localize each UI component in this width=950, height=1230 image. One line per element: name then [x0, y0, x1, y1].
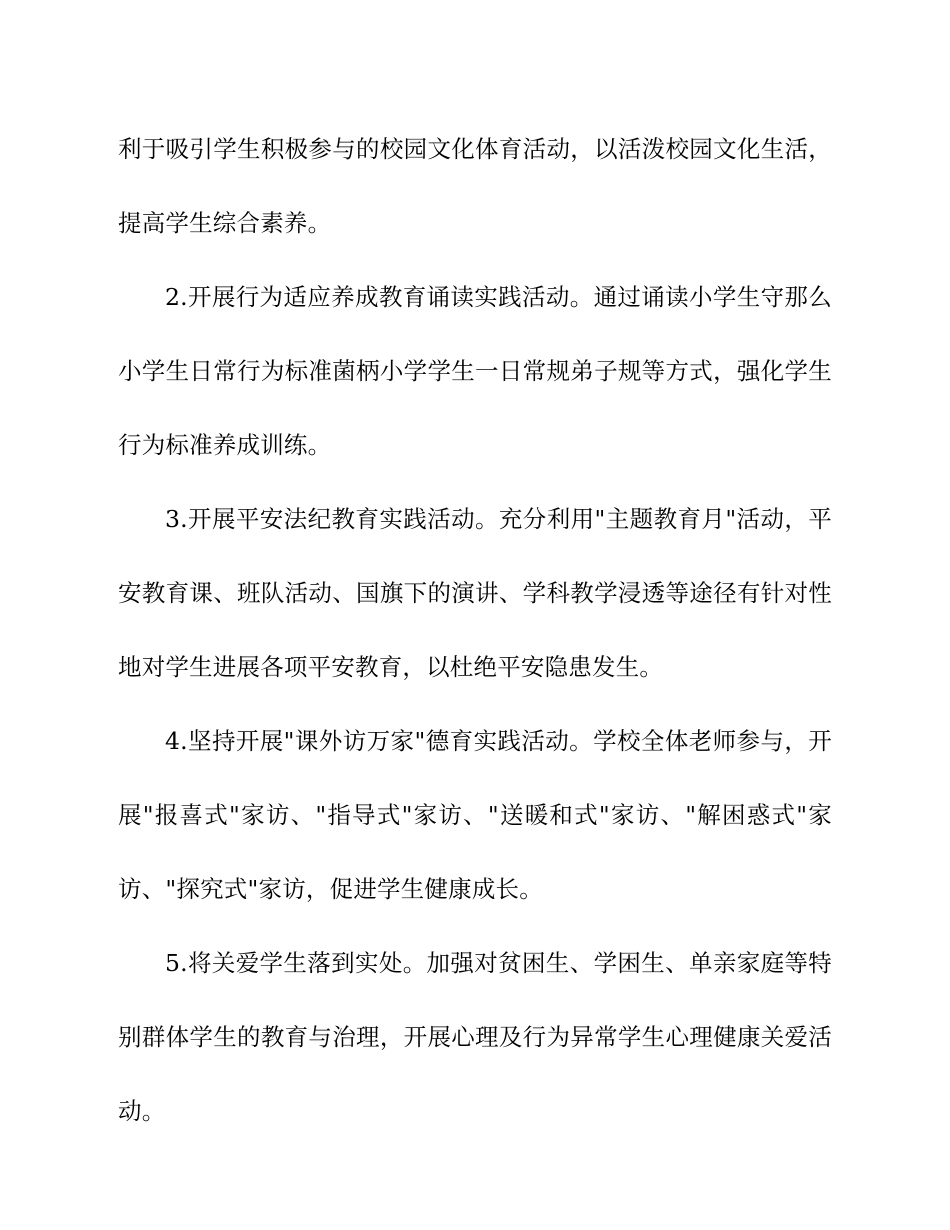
paragraph: 2.开展行为适应养成教育诵读实践活动。通过诵读小学生守那么小学生日常行为标准菌柄小学学生一日常规弟子规等方式，强化学生行为标准养成训练。	[118, 283, 832, 459]
paragraph: 4.坚持开展"课外访万家"德育实践活动。学校全体老师参与，开展"报喜式"家访、"指导式"家访、"送暖和式"家访、"解困惑式"家访、"探究式"家访，促进学生健康成长。	[118, 727, 832, 903]
paragraph: 3.开展平安法纪教育实践活动。充分利用"主题教育月"活动，平安教育课、班队活动、国旗下的演讲、学科教学浸透等途径有针对性地对学生进展各项平安教育，以杜绝平安隐患发生。	[118, 505, 832, 681]
paragraph: 5.将关爱学生落到实处。加强对贫困生、学困生、单亲家庭等特别群体学生的教育与治理，开展心理及行为异常学生心理健康关爱活动。	[118, 949, 832, 1125]
document-body	[118, 112, 832, 1148]
paragraph: 利于吸引学生积极参与的校园文化体育活动，以活泼校园文化生活，提高学生综合素养。	[118, 135, 832, 237]
